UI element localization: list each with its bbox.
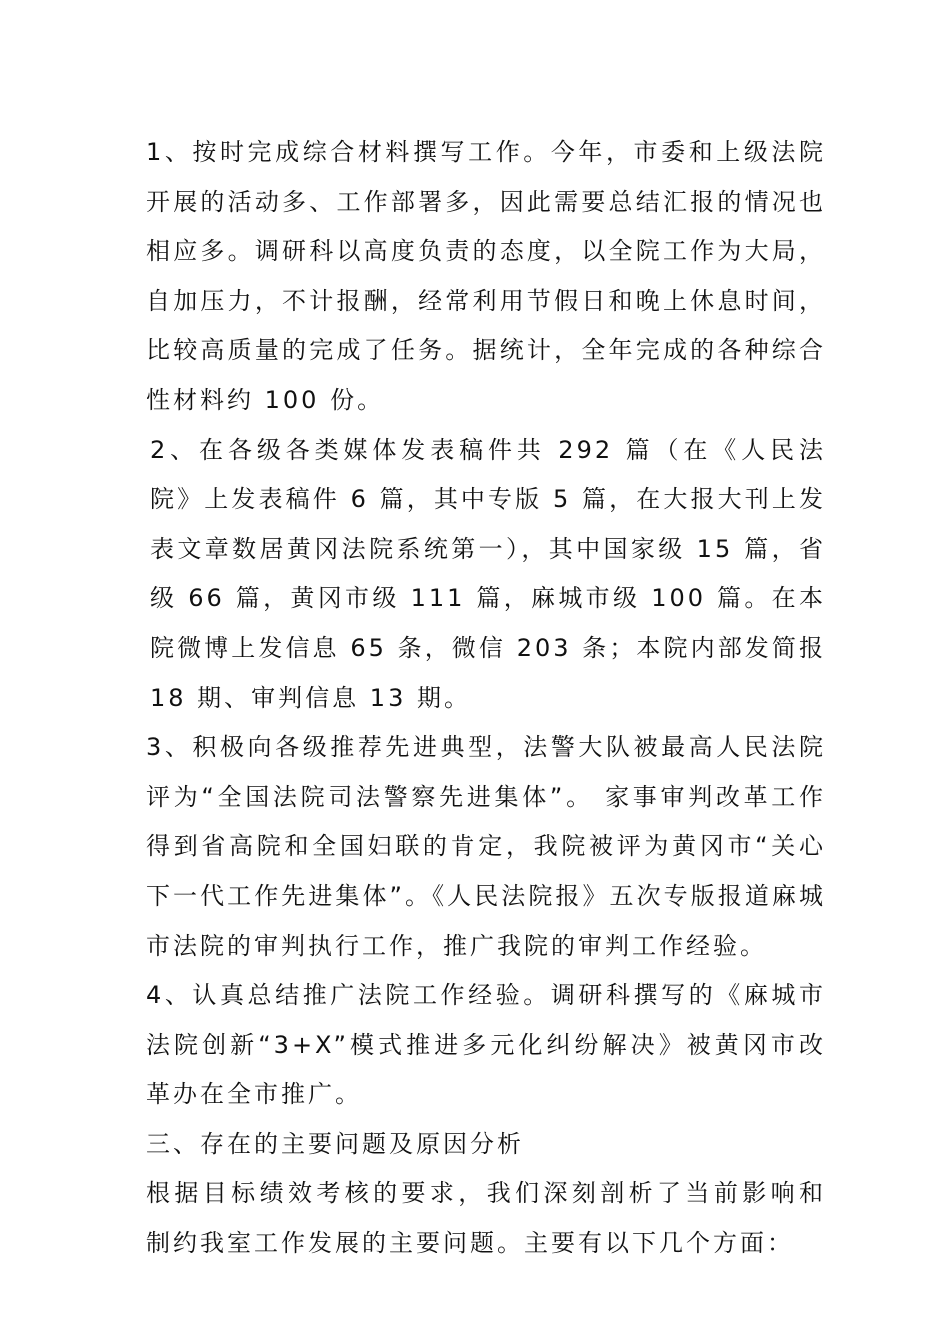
paragraph-1-material-writing: 1、按时完成综合材料撰写工作。今年，市委和上级法院开展的活动多、工作部署多，因此需要总结汇报的情况也相应多。调研科以高度负责的态度，以全院工作为大局，自加压力，不计报酬，经常利用节假日和晚上休息时间，比较高质量的完成了任务。据统计，全年完成的各种综合性材料约 100 份。 <box>146 138 826 414</box>
paragraph-3-advanced-models: 3、积极向各级推荐先进典型，法警大队被最高人民法院评为“全国法院司法警察先进集体”。 家事审判改革工作得到省高院和全国妇联的肯定，我院被评为黄冈市“关心下一代工作先进集体”。《人民法院报》五次专版报道麻城市法院的审判执行工作，推广我院的审判工作经验。 <box>146 733 826 960</box>
document-body <box>146 128 826 1269</box>
paragraph-4-experience-promotion: 4、认真总结推广法院工作经验。调研科撰写的《麻城市法院创新“3+X”模式推进多元化纠纷解决》被黄冈市改革办在全市推广。 <box>146 981 826 1109</box>
section-heading-problems: 三、存在的主要问题及原因分析 <box>146 1129 524 1158</box>
paragraph-problems-intro: 根据目标绩效考核的要求，我们深刻剖析了当前影响和 制约我室工作发展的主要问题。主要有以下几个方面： <box>146 1179 826 1258</box>
paragraph-2-media-publications: 2、在各级各类媒体发表稿件共 292 篇（在《人民法院》上发表稿件 6 篇，其中专版 5 篇，在大报大刊上发表文章数居黄冈法院系统第一），其中国家级 15 篇，省级 66 篇，黄冈市级 111 篇，麻城市级 100 篇。在本院微博上发信息 65 条，微信 203 条；本院内部发简报 18 期、审判信息 13 期。 <box>150 435 826 712</box>
